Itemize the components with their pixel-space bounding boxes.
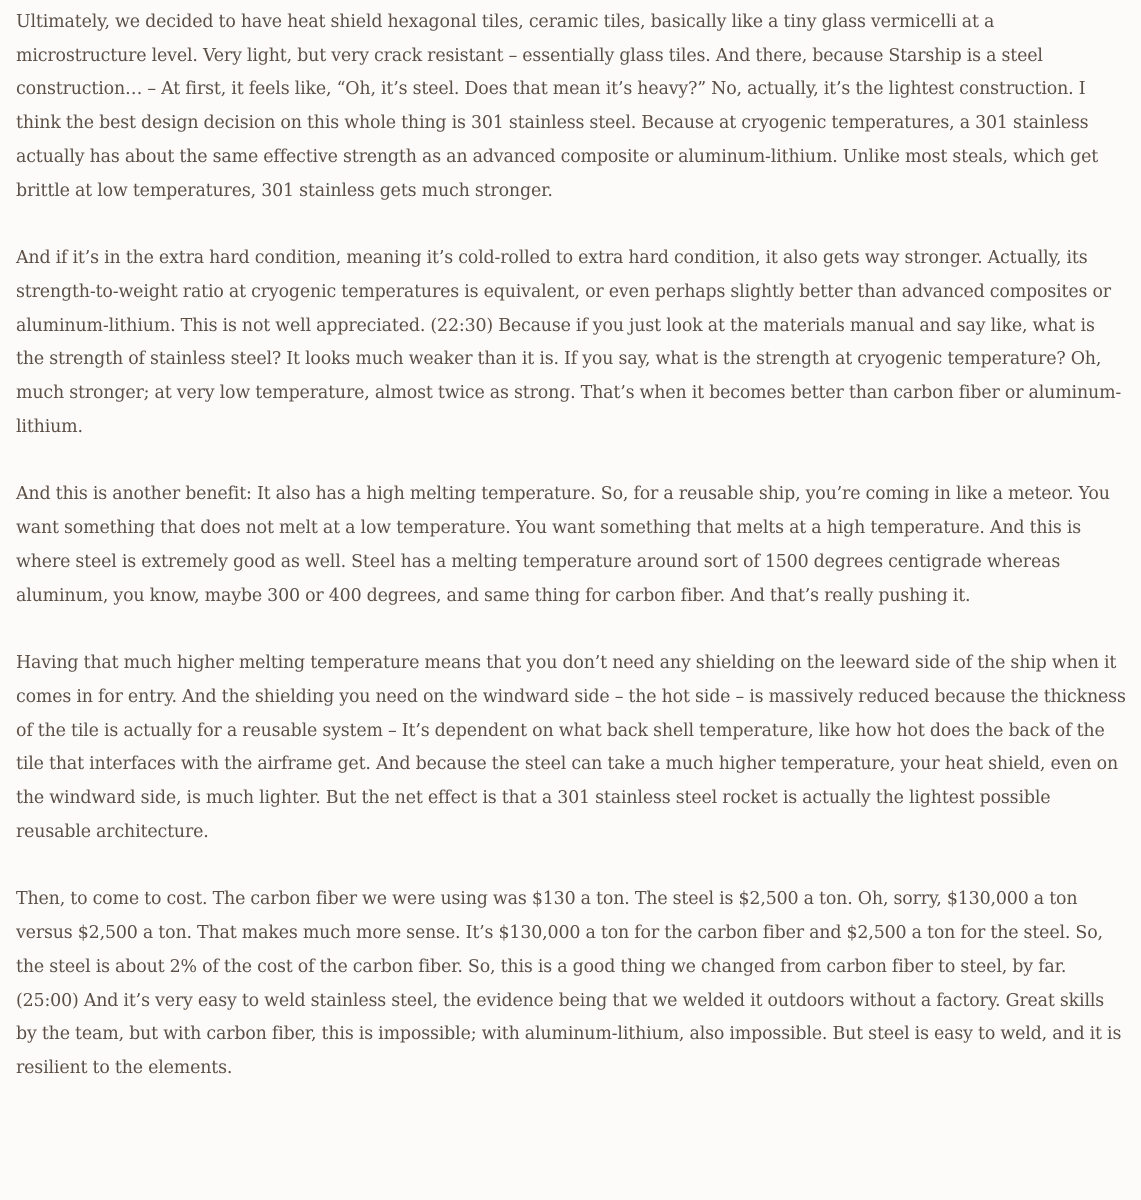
paragraph-steel-strength: And if it’s in the extra hard condition, meaning it’s cold-rolled to extra hard condition, it also gets way stronger. Actually, its strength-to-weight ratio at cryogenic temperatures is equivalent, or even perhaps slightly better than advanced composites or aluminum-lithium. This is not well appreciated. (22:30) Because if you just look at the materials manual and say like, what is the strength of stainless steel? It looks much weaker than it is. If you say, what is the strength at cryogenic temperature? Oh, much stronger; at very low temperature, almost twice as strong. That’s when it becomes better than carbon fiber or aluminum-lithium. bbox=[16, 248, 1122, 437]
paragraph-cost-comparison: Then, to come to cost. The carbon fiber we were using was $130 a ton. The steel is $2,500 a ton. Oh, sorry, $130,000 a ton versus $2,500 a ton. That makes much more sense. It’s $130,000 a ton for the carbon fiber and $2,500 a ton for the steel. So, the steel is about 2% of the cost of the carbon fiber. So, this is a good thing we changed from carbon fiber to steel, by far. (25:00) And it’s very easy to weld stainless steel, the evidence being that we welded it outdoors without a factory. Great skills by the team, but with carbon fiber, this is impossible; with aluminum-lithium, also impossible. But steel is easy to weld, and it is resilient to the elements. bbox=[16, 889, 1122, 1078]
paragraph-heat-shield-tiles: Ultimately, we decided to have heat shield hexagonal tiles, ceramic tiles, basically like a tiny glass vermicelli at a microstructure level. Very light, but very crack resistant – essentially glass tiles. And there, because Starship is a steel construction… – At first, it feels like, “Oh, it’s steel. Does that mean it’s heavy?” No, actually, it’s the lightest construction. I think the best design decision on this whole thing is 301 stainless steel. Because at cryogenic temperatures, a 301 stainless actually has about the same effective strength as an advanced composite or aluminum-lithium. Unlike most steals, which get brittle at low temperatures, 301 stainless gets much stronger. bbox=[16, 12, 1099, 201]
paragraph-shielding-reduction: Having that much higher melting temperature means that you don’t need any shielding on the leeward side of the ship when it comes in for entry. And the shielding you need on the windward side – the hot side – is massively reduced because the thickness of the tile is actually for a reusable system – It’s dependent on what back shell temperature, like how hot does the back of the tile that interfaces with the airframe get. And because the steel can take a much higher temperature, your heat shield, even on the windward side, is much lighter. But the net effect is that a 301 stainless steel rocket is actually the lightest possible reusable architecture. bbox=[16, 653, 1126, 842]
paragraph-melting-temperature: And this is another benefit: It also has a high melting temperature. So, for a reusable ship, you’re coming in like a meteor. You want something that does not melt at a low temperature. You want something that melts at a high temperature. And this is where steel is extremely good as well. Steel has a melting temperature around sort of 1500 degrees centigrade whereas aluminum, you know, maybe 300 or 400 degrees, and same thing for carbon fiber. And that’s really pushing it. bbox=[16, 484, 1110, 606]
